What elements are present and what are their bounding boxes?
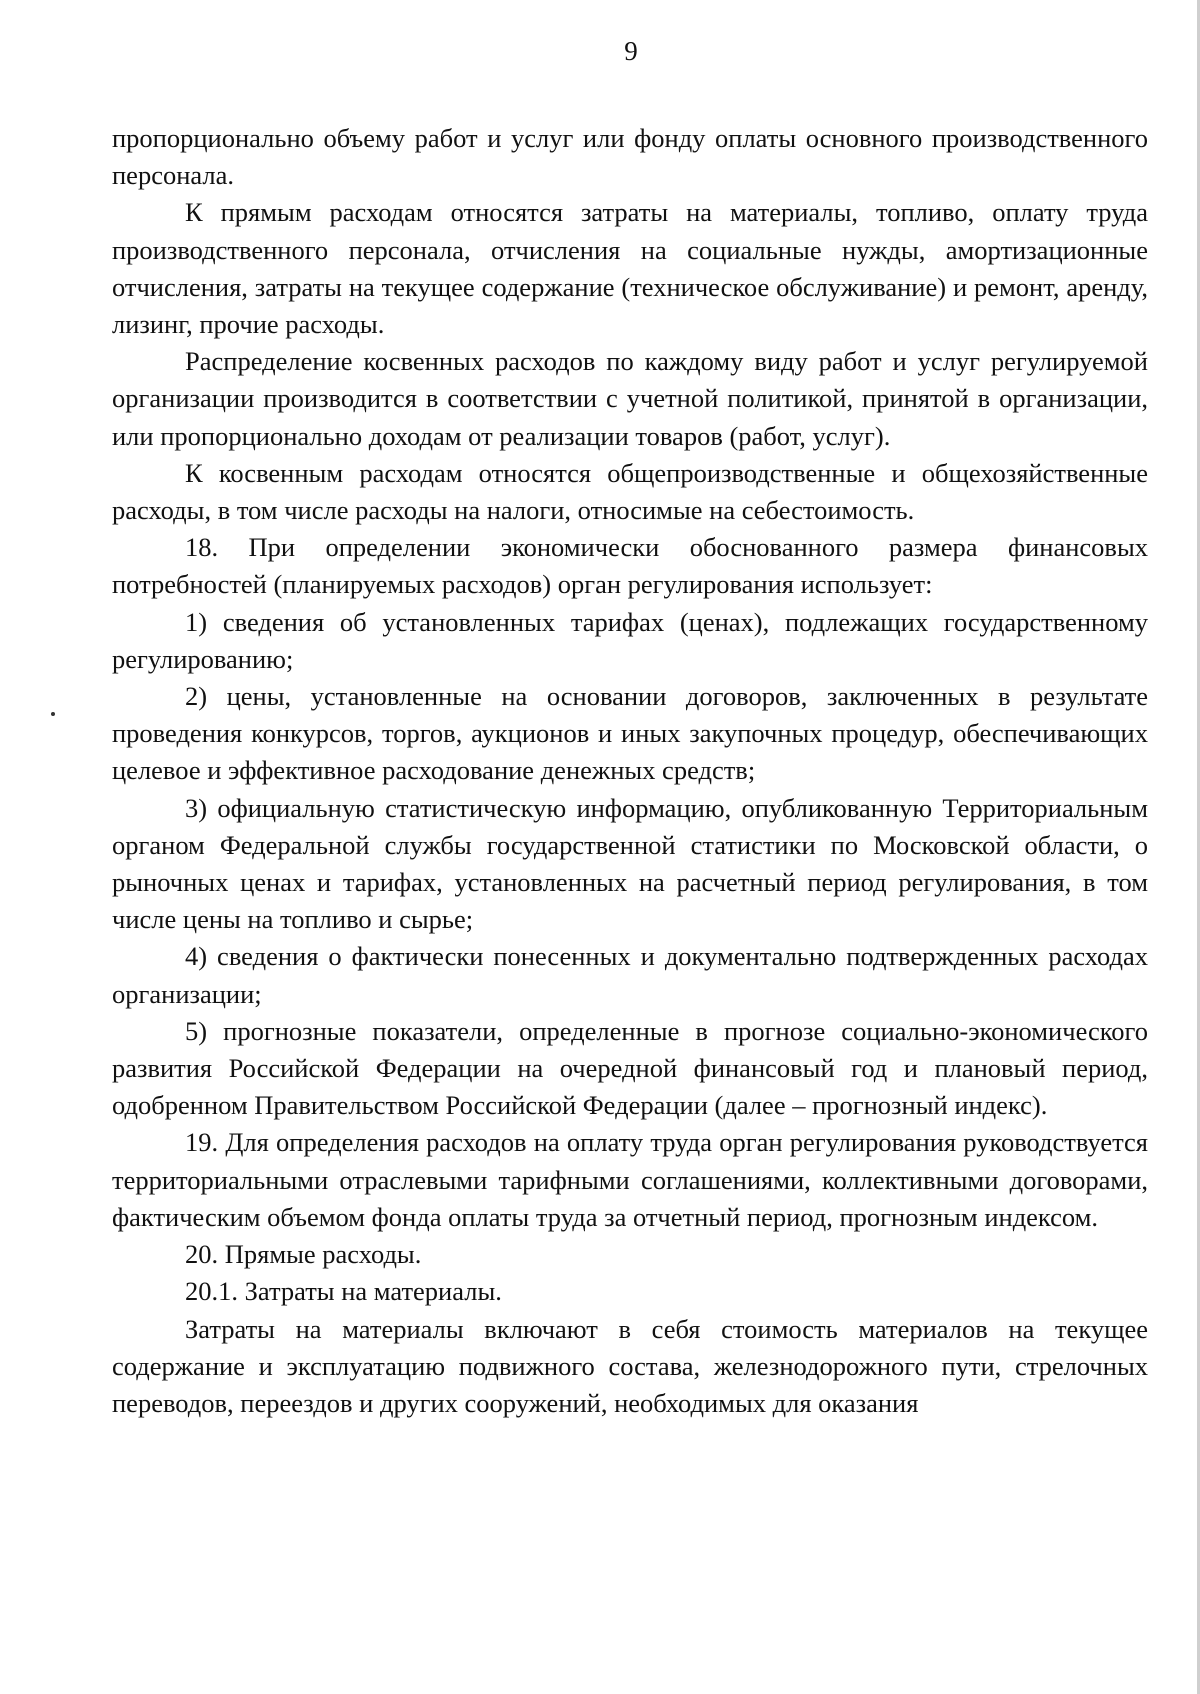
list-item-2: 2) цены, установленные на основании договоров, заключенных в результате проведения конкурсов, торгов, аукционов и иных закупочных процедур, обеспечивающих целевое и эффективное расходование денежных средств; <box>112 681 1148 786</box>
paragraph-item-19: 19. Для определения расходов на оплату труда орган регулирования руководствуется территориальными отраслевыми тарифными соглашениями, коллективными договорами, фактическим объемом фонда оплаты труда за отчетный период, прогнозным индексом. <box>112 1127 1148 1232</box>
paragraph-indirect-costs: К косвенным расходам относятся общепроизводственные и общехозяйственные расходы, в том числе расходы на налоги, относимые на себестоимость. <box>112 457 1148 526</box>
paragraph-continuation: пропорционально объему работ и услуг или фонду оплаты основного производственного персонала. <box>112 123 1148 191</box>
document-body <box>112 120 1148 1422</box>
paragraph-materials-costs: Затраты на материалы включают в себя стоимость материалов на текущее содержание и эксплуатацию подвижного состава, железнодорожного пути, стрелочных переводов, переездов и других сооружений, необходимых для оказания <box>112 1313 1148 1418</box>
list-item-5: 5) прогнозные показатели, определенные в прогнозе социально-экономического развития Российской Федерации на очередной финансовый год и плановый период, одобренном Правительством Российской Федерации (далее – прогнозный индекс). <box>112 1015 1148 1121</box>
page-number: 9 <box>624 36 638 66</box>
paragraph-item-18: 18. При определении экономически обоснованного размера финансовых потребностей (планируемых расходов) орган регулирования использует: <box>112 532 1148 600</box>
list-item-4: 4) сведения о фактически понесенных и документально подтвержденных расходах организации; <box>112 941 1148 1009</box>
scan-speck <box>51 712 55 716</box>
heading-item-20-1: 20.1. Затраты на материалы. <box>185 1276 502 1307</box>
heading-item-20: 20. Прямые расходы. <box>185 1239 422 1270</box>
list-item-3: 3) официальную статистическую информацию, опубликованную Территориальным органом Федеральной службы государственной статистики по Московской области, о рыночных ценах и тарифах, установленных на расчетный период регулирования, в том числе цены на топливо и сырье; <box>112 792 1148 935</box>
paragraph-direct-costs: К прямым расходам относятся затраты на материалы, топливо, оплату труда производственного персонала, отчисления на социальные нужды, амортизационные отчисления, затраты на текущее содержание (техническое обслуживание) и ремонт, аренду, лизинг, прочие расходы. <box>112 197 1148 340</box>
paragraph-indirect-distribution: Распределение косвенных расходов по каждому виду работ и услуг регулируемой организации производится в соответствии с учетной политикой, принятой в организации, или пропорционально доходам от реализации товаров (работ, услуг). <box>112 346 1148 451</box>
list-item-1: 1) сведения об установленных тарифах (ценах), подлежащих государственному регулированию; <box>112 606 1148 674</box>
